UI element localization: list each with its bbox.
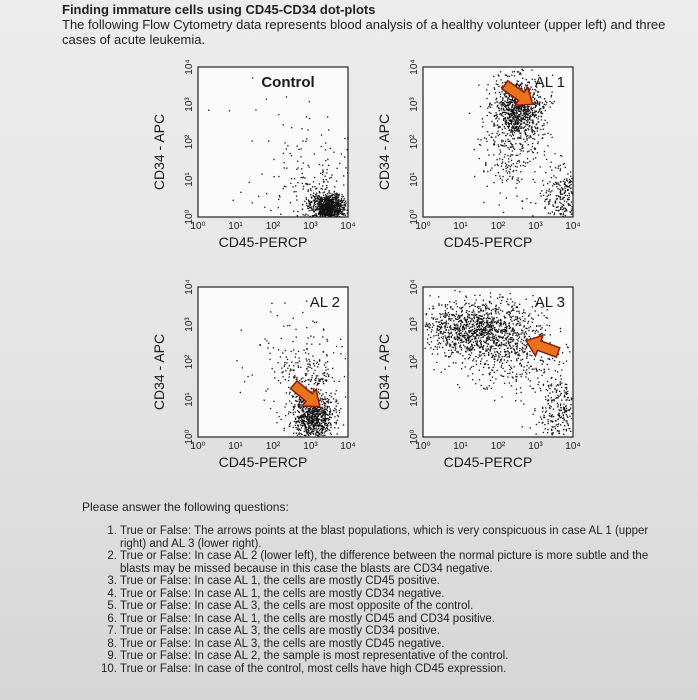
panel-label: AL 1 <box>534 74 565 91</box>
y-tick-label: 10³ <box>184 317 195 332</box>
y-tick-label: 10² <box>409 134 420 150</box>
question-text: True or False: In case AL 1, the cells are mostly CD34 negative. <box>120 587 445 600</box>
y-tick-label: 10⁰ <box>409 209 420 225</box>
x-tick-label: 10¹ <box>228 221 243 232</box>
x-tick-label: 10² <box>490 441 506 452</box>
y-tick-label: 10⁴ <box>184 279 195 295</box>
x-tick-label: 10⁰ <box>415 221 431 232</box>
question-item <box>100 525 670 550</box>
question-number: 10. <box>101 662 117 675</box>
questions-list <box>100 525 670 675</box>
question-number: 1. <box>107 525 117 537</box>
y-tick-label: 10² <box>409 354 420 370</box>
x-tick-label: 10⁴ <box>565 221 581 232</box>
y-tick-label: 10⁴ <box>409 279 420 295</box>
x-axis-label: CD45-PERCP <box>443 454 533 470</box>
plot-al3 <box>375 275 585 485</box>
question-item <box>100 550 670 575</box>
panel-label: Control <box>261 74 315 91</box>
question-text: True or False: In case AL 3, the cells are mostly CD34 positive. <box>120 625 441 637</box>
y-tick-label: 10³ <box>184 97 195 112</box>
question-item <box>100 650 670 663</box>
question-item <box>100 663 670 676</box>
x-tick-label: 10³ <box>303 441 318 452</box>
y-tick-label: 10⁴ <box>184 59 195 75</box>
question-item <box>100 588 670 601</box>
page-title: Finding immature cells using CD45-CD34 dot-plots <box>62 2 376 17</box>
dot-plot-svg <box>375 55 585 265</box>
question-number: 7. <box>107 625 117 637</box>
y-axis-label: CD34 - APC <box>151 333 167 411</box>
x-tick-label: 10⁰ <box>415 441 431 452</box>
panel-label: AL 3 <box>534 294 565 311</box>
plot-control <box>150 55 360 265</box>
question-item <box>100 625 670 638</box>
x-tick-label: 10² <box>490 221 506 232</box>
plot-al1 <box>375 55 585 265</box>
y-tick-label: 10¹ <box>409 392 420 407</box>
x-axis-label: CD45-PERCP <box>218 234 308 250</box>
x-tick-label: 10¹ <box>228 441 243 452</box>
panel-label: AL 2 <box>309 294 340 311</box>
x-tick-label: 10³ <box>528 441 543 452</box>
dot-plot-svg <box>375 275 585 485</box>
question-text: True or False: In case of the control, most cells have high CD45 expression. <box>120 662 507 675</box>
question-text: True or False: In case AL 3, the cells are most opposite of the control. <box>120 600 474 612</box>
x-tick-label: 10² <box>265 221 281 232</box>
question-text: True or False: In case AL 1, the cells are mostly CD45 and CD34 positive. <box>120 612 495 625</box>
x-tick-label: 10¹ <box>453 441 468 452</box>
y-tick-label: 10¹ <box>184 172 195 187</box>
dot-plot-svg <box>150 275 360 485</box>
y-tick-label: 10⁰ <box>184 429 195 445</box>
x-tick-label: 10⁰ <box>190 221 206 232</box>
x-axis-label: CD45-PERCP <box>218 454 308 470</box>
x-tick-label: 10⁰ <box>190 441 206 452</box>
question-number: 6. <box>107 612 117 625</box>
question-number: 5. <box>107 600 117 612</box>
question-item <box>100 613 670 626</box>
plot-al2 <box>150 275 360 485</box>
x-tick-label: 10¹ <box>453 221 468 232</box>
x-tick-label: 10³ <box>528 221 543 232</box>
question-text: True or False: In case AL 2, the sample is most representative of the control. <box>120 650 509 662</box>
question-item <box>100 638 670 651</box>
y-tick-label: 10³ <box>409 97 420 112</box>
question-number: 2. <box>107 550 117 562</box>
x-axis-label: CD45-PERCP <box>443 234 533 250</box>
y-tick-label: 10² <box>184 354 195 370</box>
questions-intro: Please answer the following questions: <box>82 500 289 514</box>
x-tick-label: 10⁴ <box>340 221 356 232</box>
y-axis-label: CD34 - APC <box>151 113 167 191</box>
y-tick-label: 10⁰ <box>409 429 420 445</box>
question-number: 4. <box>107 587 117 600</box>
y-tick-label: 10⁴ <box>409 59 420 75</box>
question-number: 8. <box>107 637 117 650</box>
question-text: True or False: In case AL 3, the cells are mostly CD45 negative. <box>120 637 445 650</box>
question-number: 3. <box>107 575 117 587</box>
y-tick-label: 10³ <box>409 317 420 332</box>
y-tick-label: 10⁰ <box>184 209 195 225</box>
x-tick-label: 10⁴ <box>565 441 581 452</box>
question-item <box>100 600 670 613</box>
y-tick-label: 10² <box>184 134 195 150</box>
question-text: True or False: The arrows points at the blast populations, which is very conspicuous in case AL 1 (upper right) and AL 3 (lower right). <box>120 525 649 550</box>
question-number: 9. <box>107 650 117 662</box>
header <box>62 2 692 47</box>
question-item <box>100 575 670 588</box>
y-tick-label: 10¹ <box>409 172 420 187</box>
page-description: The following Flow Cytometry data represents blood analysis of a healthy volunteer (upper left) and three cases of acute leukemia. <box>62 17 666 47</box>
x-tick-label: 10³ <box>303 221 318 232</box>
x-tick-label: 10⁴ <box>340 441 356 452</box>
y-axis-label: CD34 - APC <box>376 333 392 411</box>
y-axis-label: CD34 - APC <box>376 113 392 191</box>
question-text: True or False: In case AL 1, the cells are mostly CD45 positive. <box>120 575 441 587</box>
question-text: True or False: In case AL 2 (lower left), the difference between the normal picture is more subtle and the blasts may be missed because in this case the blasts are CD34 negative. <box>120 550 649 575</box>
y-tick-label: 10¹ <box>184 392 195 407</box>
x-tick-label: 10² <box>265 441 281 452</box>
dot-plot-svg <box>150 55 360 265</box>
